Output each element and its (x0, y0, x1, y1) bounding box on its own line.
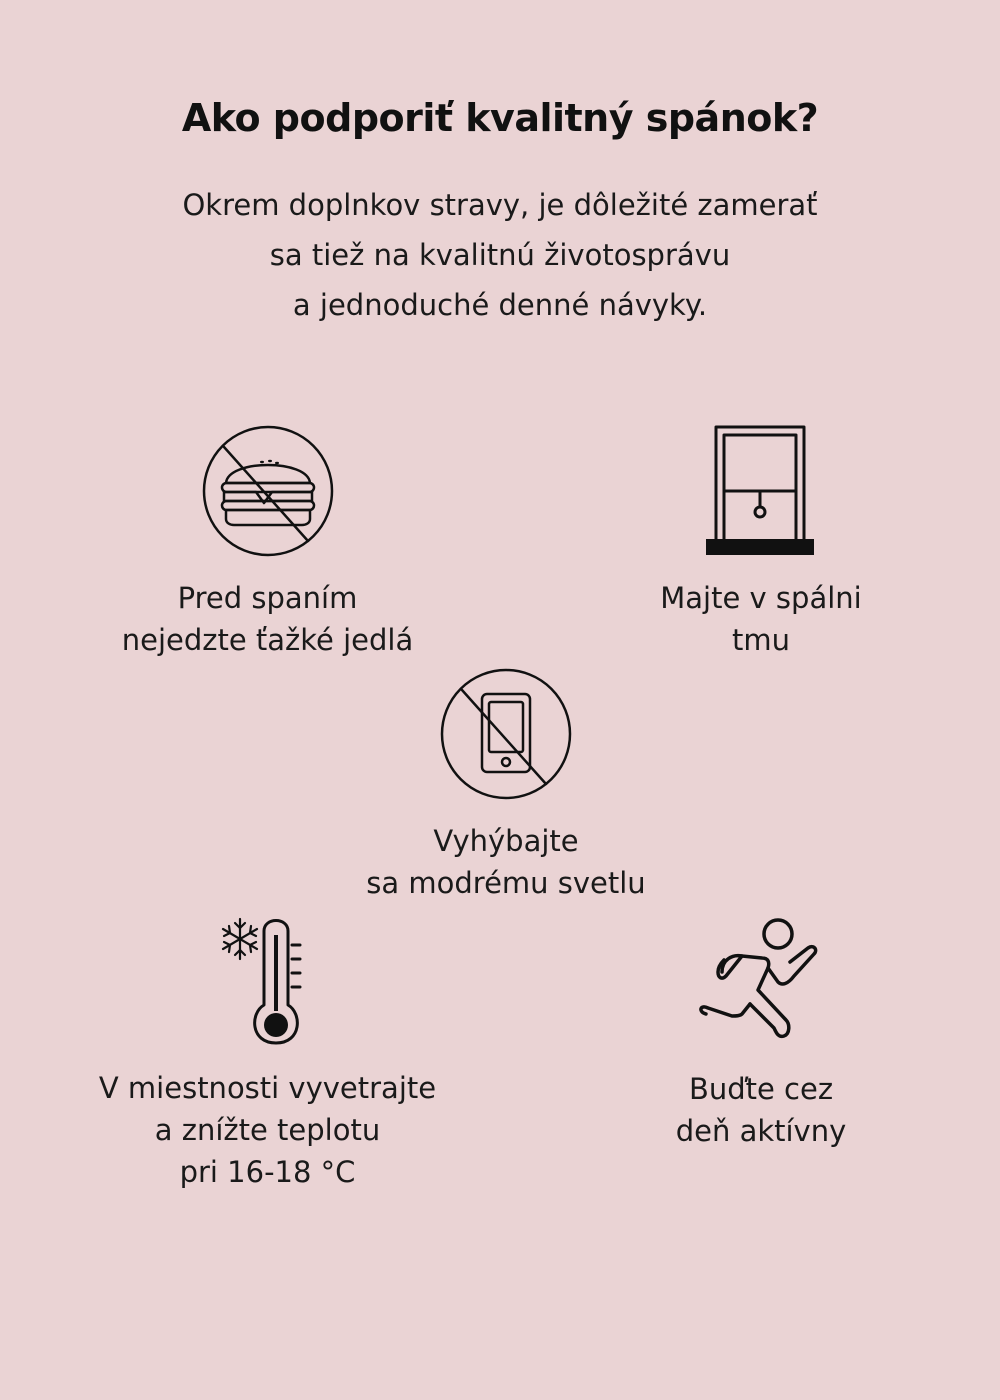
no-burger-icon (202, 425, 334, 557)
page-title: Ako podporiť kvalitný spánok? (181, 96, 819, 140)
tip-label-line: Vyhýbajte (433, 824, 579, 858)
window-blind-icon (706, 425, 816, 557)
tip-label-line: Pred spaním (177, 581, 358, 615)
running-person-icon (696, 916, 826, 1050)
tip-label-line: pri 16-18 °C (179, 1155, 356, 1189)
tip-dark-bedroom (600, 425, 922, 661)
tip-lower-temperature (60, 915, 475, 1193)
tip-label-line: sa modrému svetlu (366, 866, 646, 900)
tip-no-heavy-food (60, 425, 475, 661)
tip-label-line: nejedzte ťažké jedlá (121, 623, 414, 657)
tip-label-line: Majte v spálni (660, 581, 862, 615)
intro-line: a jednoduché denné návyky. (292, 288, 708, 322)
tip-label-line: tmu (732, 623, 790, 657)
tip-label-line: V miestnosti vyvetrajte (98, 1071, 437, 1105)
tip-label-line: deň aktívny (675, 1114, 847, 1148)
tip-label-line: a znížte teplotu (154, 1113, 381, 1147)
thermometer-snowflake-icon (218, 915, 318, 1047)
no-phone-icon (440, 668, 572, 800)
intro-line: Okrem doplnkov stravy, je dôležité zamerať (182, 188, 818, 222)
tip-avoid-blue-light (328, 668, 684, 904)
intro-text (0, 180, 1000, 330)
tip-label-line: Buďte cez (688, 1072, 834, 1106)
tip-be-active (600, 916, 922, 1152)
intro-line: sa tiež na kvalitnú životosprávu (269, 238, 731, 272)
